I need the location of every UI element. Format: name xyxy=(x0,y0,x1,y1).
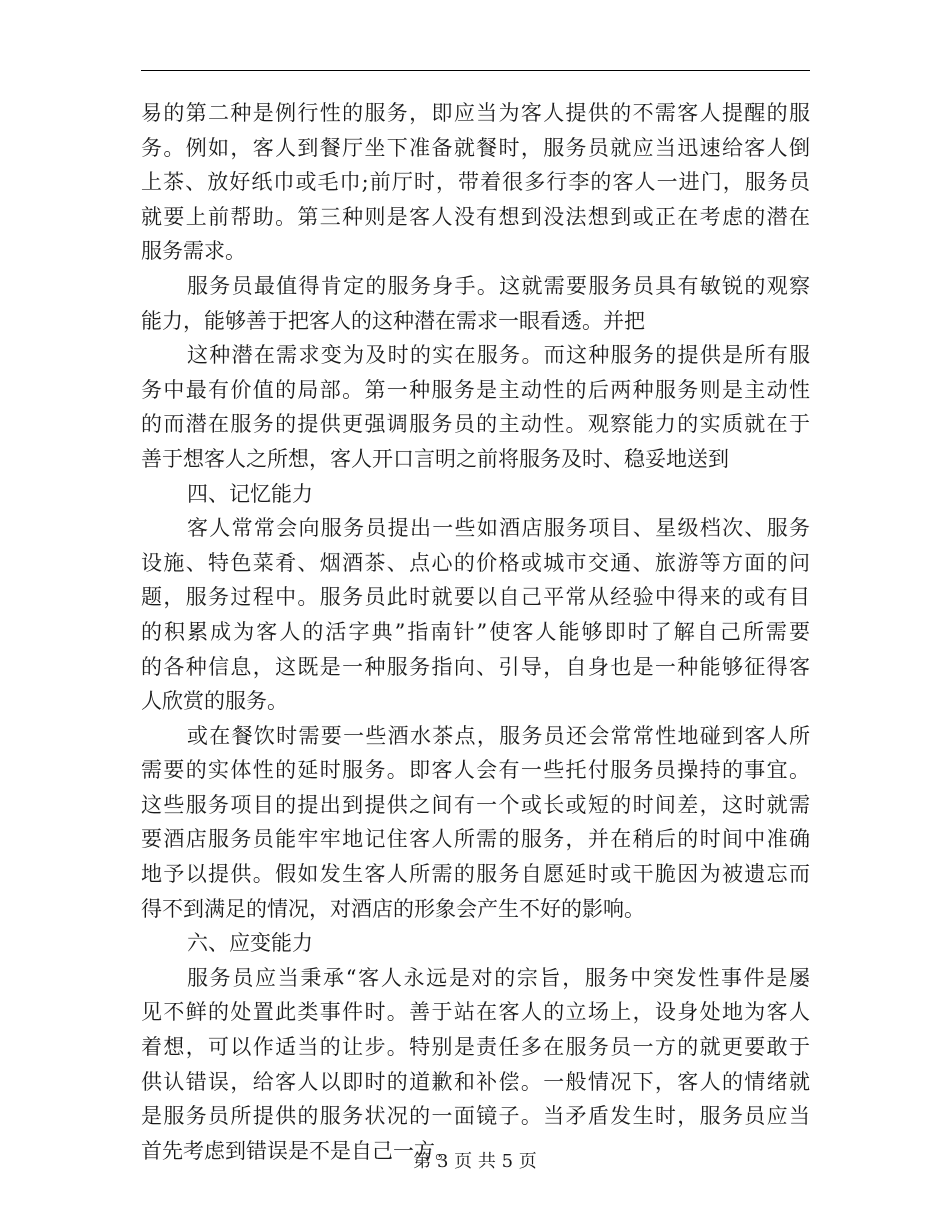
text-line: 的各种信息，这既是一种服务指向、引导，自身也是一种能够征得客 xyxy=(141,654,810,679)
text-line: 这种潜在需求变为及时的实在服务。而这种服务的提供是所有服 xyxy=(187,343,810,368)
text-line: 是服务员所提供的服务状况的一面镜子。当矛盾发生时，服务员应当 xyxy=(141,1104,810,1129)
text-line: 服务员应当秉承“客人永远是对的宗旨，服务中突发性事件是屡 xyxy=(187,965,810,990)
text-line: 首先考虑到错误是不是自己一方。 xyxy=(141,1138,456,1163)
text-line: 务中最有价值的局部。第一种服务是主动性的后两种服务则是主动性 xyxy=(141,377,810,402)
text-line: 服务员最值得肯定的服务身手。这就需要服务员具有敏锐的观察 xyxy=(187,273,810,298)
text-line: 需要的实体性的延时服务。即客人会有一些托付服务员操持的事宜。 xyxy=(141,758,810,783)
text-line: 地予以提供。假如发生客人所需的服务自愿延时或干脆因为被遗忘而 xyxy=(141,862,810,887)
text-line: 这些服务项目的提出到提供之间有一个或长或短的时间差，这时就需 xyxy=(141,792,810,817)
section-heading: 四、记忆能力 xyxy=(187,481,313,506)
text-line: 务。例如，客人到餐厅坐下准备就餐时，服务员就应当迅速给客人倒 xyxy=(141,135,810,160)
text-line: 能力，能够善于把客人的这种潜在需求一眼看透。并把 xyxy=(141,308,645,333)
text-line: 的而潜在服务的提供更强调服务员的主动性。观察能力的实质就在于 xyxy=(141,412,810,437)
text-line: 供认错误，给客人以即时的道歉和补偿。一般情况下，客人的情绪就 xyxy=(141,1069,810,1094)
text-line: 或在餐饮时需要一些酒水茶点，服务员还会常常性地碰到客人所 xyxy=(187,723,810,748)
text-line: 易的第二种是例行性的服务，即应当为客人提供的不需客人提醒的服 xyxy=(141,101,810,125)
text-line: 着想，可以作适当的让步。特别是责任多在服务员一方的就更要敢于 xyxy=(141,1035,810,1060)
text-line: 得不到满足的情况，对酒店的形象会产生不好的影响。 xyxy=(141,896,645,921)
text-line: 的积累成为客人的活字典”指南针”使客人能够即时了解自己所需要 xyxy=(141,619,810,644)
header-rule xyxy=(141,70,810,71)
document-body xyxy=(141,96,810,1168)
text-line: 就要上前帮助。第三种则是客人没有想到没法想到或正在考虑的潜在 xyxy=(141,204,810,229)
text-line: 客人常常会向服务员提出一些如酒店服务项目、星级档次、服务 xyxy=(187,516,810,541)
text-line: 见不鲜的处置此类事件时。善于站在客人的立场上，设身处地为客人 xyxy=(141,1000,810,1025)
text-line: 设施、特色菜肴、烟酒茶、点心的价格或城市交通、旅游等方面的问 xyxy=(141,550,810,575)
section-heading: 六、应变能力 xyxy=(187,931,313,956)
text-line: 要酒店服务员能牢牢地记住客人所需的服务，并在稍后的时间中准确 xyxy=(141,827,810,852)
text-line: 上茶、放好纸巾或毛巾;前厅时，带着很多行李的客人一进门，服务员 xyxy=(141,170,810,195)
text-line: 服务需求。 xyxy=(141,239,246,264)
page-number: 第 3 页 共 5 页 xyxy=(413,1151,537,1172)
text-line: 题，服务过程中。服务员此时就要以自己平常从经验中得来的或有目 xyxy=(141,585,810,610)
text-line: 人欣赏的服务。 xyxy=(141,689,288,714)
text-line: 善于想客人之所想，客人开口言明之前将服务及时、稳妥地送到 xyxy=(141,446,729,471)
